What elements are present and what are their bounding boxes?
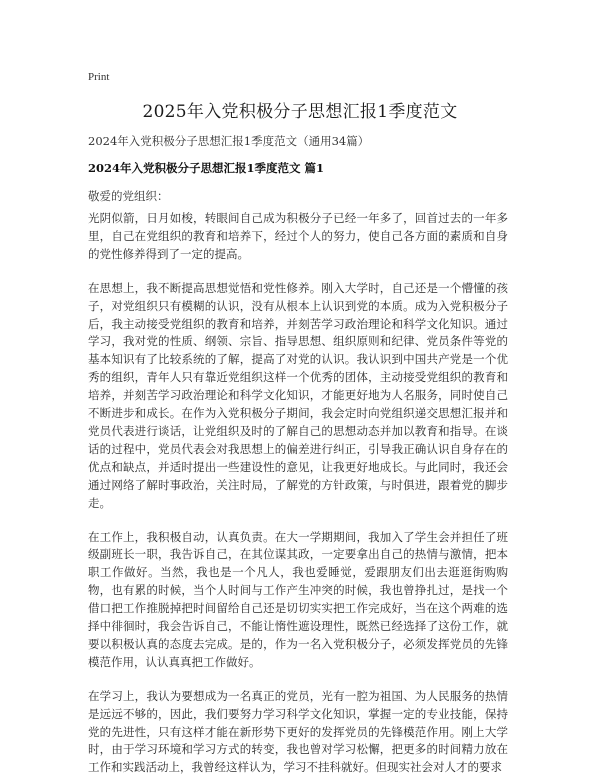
document-subtitle: 2024年入党积极分子思想汇报1季度范文（通用34篇） <box>88 134 370 148</box>
body-paragraph-intro: 光阴似箭，日月如梭，转眼间自己成为积极分子已经一年多了，回首过去的一年多里，自己在党组织的教育和培养下，经过个人的努力，使自己各方面的素质和自身的党性修养得到了一定的提高。 <box>88 211 508 261</box>
salutation: 敬爱的党组织： <box>88 189 169 203</box>
section-heading: 2024年入党积极分子思想汇报1季度范文 篇1 <box>88 161 325 175</box>
document-body <box>88 210 508 776</box>
body-paragraph-study: 在学习上，我认为要想成为一名真正的党员，光有一腔为祖国、为人民服务的热情是远远不够的，因此，我们要努力学习科学文化知识，掌握一定的专业技能，保持党的先进性，只有这样才能在新形势下更好的发挥党员的先锋模范作用。刚上大学时，由于学习环境和学习方式的转变，我也曾对学习松懈，把更多的时间精力放在工作和实践活动上，我曾经这样认为，学习不挂科就好。但现实社会对人才的要求 <box>88 688 508 775</box>
body-paragraph-work: 在工作上，我积极自动，认真负责。在大一学期期间，我加入了学生会并担任了班级副班长一职，我告诉自己，在其位谋其政，一定要拿出自己的热情与激情，把本职工作做好。当然，我也是一个凡人，我也爱睡觉，爱跟朋友们出去逛逛街购购物，也有累的时候，当个人时间与工作产生冲突的时候，我也曾挣扎过，是找一个借口把工作推脱掉把时间留给自己还是切切实实把工作完成好，当在这个两难的选择中徘徊时，我会告诉自己，不能让惰性遮设理性，既然已经选择了这份工作，就要以积极认真的态度去完成。是的，作为一名入党积极分子，必须发挥党员的先锋模范作用，认认真真把工作做好。 <box>88 529 508 669</box>
page-title: 2025年入党积极分子思想汇报1季度范文 <box>142 102 458 122</box>
print-link[interactable]: Print <box>88 71 110 83</box>
body-paragraph-thought: 在思想上，我不断提高思想觉悟和党性修养。刚入大学时，自己还是一个懵懂的孩子，对党组织只有模糊的认识，没有从根本上认识到党的本质。成为入党积极分子后，我主动接受党组织的教育和培养，并刻苦学习政治理论和科学文化知识。通过学习，我对党的性质、纲领、宗旨、指导思想、组织原则和纪律、党员条件等党的基本知识有了比较系统的了解，提高了对党的认识。我认识到中国共产党是一个优秀的组织，青年人只有靠近党组织这样一个优秀的团体，主动接受党组织的教育和培养，并刻苦学习政治理论和科学文化知识，才能更好地为人名服务，同时使自己不断进步和成长。在作为入党积极分子期间，我会定时向党组织递交思想汇报并和党员代表进行谈话，让党组织及时的了解自己的思想动态并加以教育和指导。在谈话的过程中，党员代表会对我思想上的偏差进行纠正，引导我正确认识自身存在的优点和缺点，并适时提出一些建设性的意见，让我更好地成长。与此同时，我还会通过网络了解时事政治，关注时局，了解党的方针政策，与时俱进，跟着党的脚步走。 <box>88 280 508 510</box>
